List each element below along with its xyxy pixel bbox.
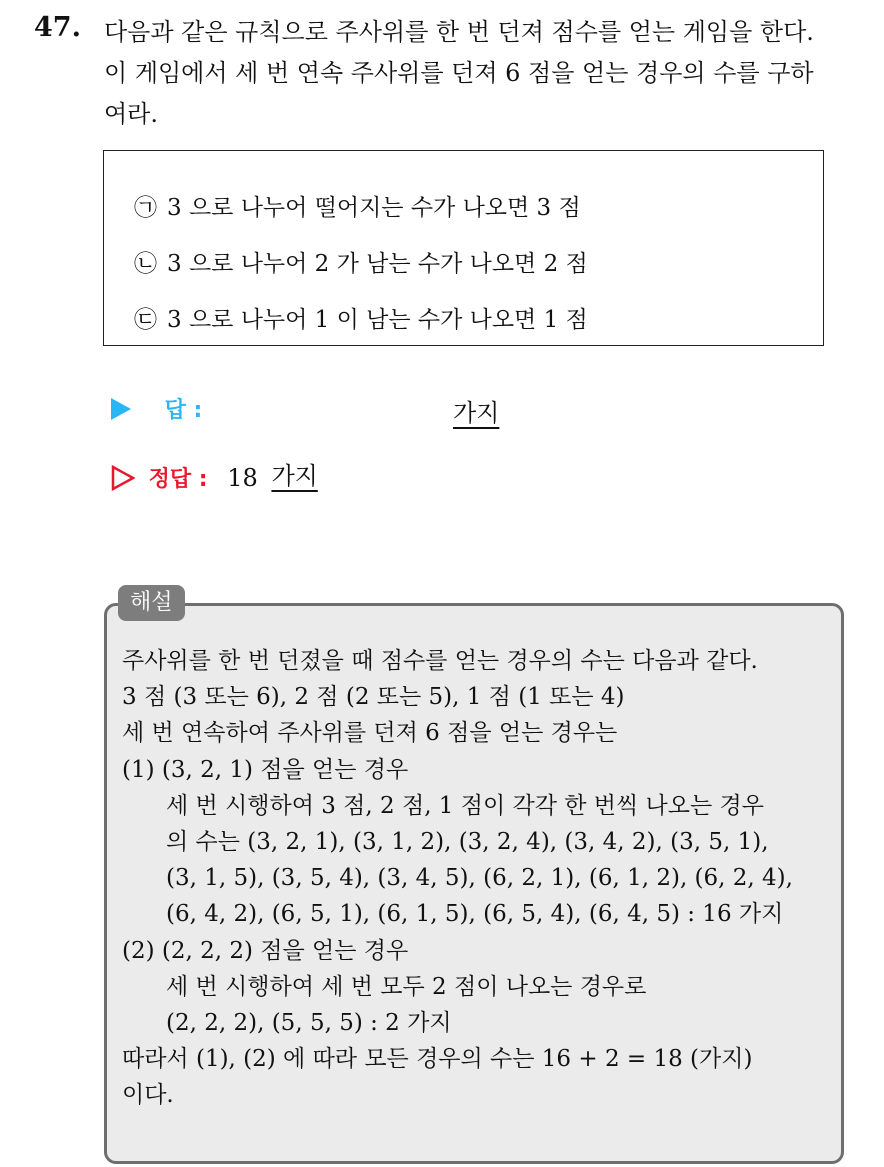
explanation-line: 세 번 시행하여 3 점, 2 점, 1 점이 각각 한 번씩 나오는 경우 — [166, 792, 764, 819]
explanation-line: 따라서 (1), (2) 에 따라 모든 경우의 수는 16 + 2 = 18 (가지) — [122, 1046, 753, 1073]
explanation-line: (1) (3, 2, 1) 점을 얻는 경우 — [122, 756, 409, 783]
answer-unit[interactable]: 가지 — [453, 399, 500, 427]
explanation-line: 이다. — [122, 1082, 174, 1109]
rule-text: 3 으로 나누어 1 이 남는 수가 나오면 1 점 — [167, 307, 588, 333]
outline-triangle-icon — [111, 465, 135, 491]
rule-item — [134, 189, 581, 222]
rule-marker: ㉠ — [134, 195, 157, 221]
explanation-body — [122, 643, 838, 1114]
question-text — [104, 12, 866, 135]
answer-label: 답 : — [164, 398, 203, 423]
rule-item — [134, 245, 588, 278]
explanation-line: (6, 4, 2), (6, 5, 1), (6, 1, 5), (6, 5, 4), (6, 4, 5) : 16 가지 — [166, 901, 784, 928]
correct-unit: 가지 — [271, 462, 318, 490]
correct-label: 정답 : — [148, 467, 208, 492]
explanation-line: 3 점 (3 또는 6), 2 점 (2 또는 5), 1 점 (1 또는 4) — [122, 684, 625, 711]
correct-value: 18 — [227, 463, 258, 492]
explanation-line: 의 수는 (3, 2, 1), (3, 1, 2), (3, 2, 4), (3, 4, 2), (3, 5, 1), — [166, 829, 769, 856]
rule-marker: ㉢ — [134, 307, 157, 333]
question-line: 다음과 같은 규칙으로 주사위를 한 번 던져 점수를 얻는 게임을 한다. — [104, 18, 814, 46]
question-line: 이 게임에서 세 번 연속 주사위를 던져 6 점을 얻는 경우의 수를 구하 — [104, 59, 814, 87]
correct-answer-row — [111, 456, 318, 493]
rule-text: 3 으로 나누어 2 가 남는 수가 나오면 2 점 — [167, 251, 588, 277]
answer-row — [111, 393, 500, 433]
explanation-tag: 해설 — [118, 585, 185, 621]
question-line: 여라. — [104, 100, 158, 128]
explanation-line: (2) (2, 2, 2) 점을 얻는 경우 — [122, 937, 409, 964]
explanation-line: 세 번 연속하여 주사위를 던져 6 점을 얻는 경우는 — [122, 720, 618, 747]
play-triangle-icon — [111, 398, 131, 420]
explanation-line: 세 번 시행하여 세 번 모두 2 점이 나오는 경우로 — [166, 973, 647, 1000]
explanation-line: (2, 2, 2), (5, 5, 5) : 2 가지 — [166, 1010, 452, 1037]
explanation-line: 주사위를 한 번 던졌을 때 점수를 얻는 경우의 수는 다음과 같다. — [122, 648, 758, 674]
rule-marker: ㉡ — [134, 251, 157, 277]
rule-item — [134, 301, 588, 334]
explanation-line: (3, 1, 5), (3, 5, 4), (3, 4, 5), (6, 2, 1), (6, 1, 2), (6, 2, 4), — [166, 865, 793, 892]
question-number: 47. — [34, 12, 81, 43]
rules-box — [103, 150, 824, 346]
rule-text: 3 으로 나누어 떨어지는 수가 나오면 3 점 — [167, 195, 581, 221]
